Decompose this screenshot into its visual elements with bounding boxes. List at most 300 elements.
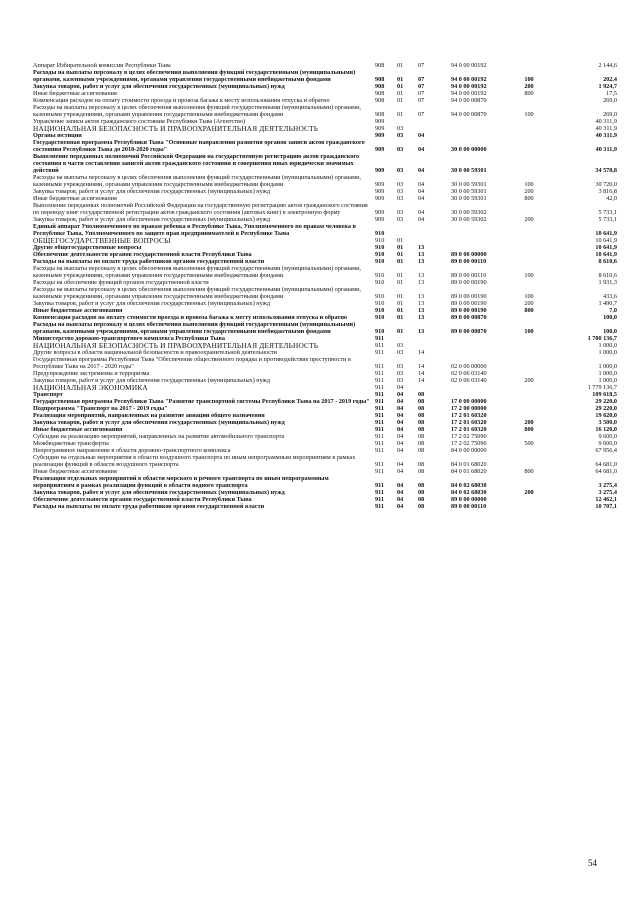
table-row bbox=[33, 440, 617, 447]
table-row bbox=[33, 398, 617, 405]
table-row bbox=[33, 251, 617, 258]
target-article-code: 02 0 06 03140 bbox=[451, 377, 487, 384]
ministry-code: 909 bbox=[375, 167, 385, 174]
target-article-code: 89 0 00 00110 bbox=[451, 272, 487, 279]
item-name: Закупка товаров, работ и услуг для обеспечения государственных (муниципальных) нужд bbox=[33, 377, 271, 384]
section-code: 03 bbox=[397, 167, 404, 174]
subsection-code: 13 bbox=[418, 307, 425, 314]
amount: 1 931,3 bbox=[598, 279, 617, 286]
subsection-code: 13 bbox=[418, 258, 425, 265]
subsection-code: 14 bbox=[418, 363, 425, 370]
table-row bbox=[33, 356, 617, 370]
section-code: 04 bbox=[397, 503, 404, 510]
subsection-code: 13 bbox=[418, 314, 425, 321]
section-code: 03 bbox=[397, 181, 404, 188]
target-article-code: 89 0 00 00190 bbox=[451, 279, 487, 286]
item-name: Транспорт bbox=[33, 391, 63, 398]
subsection-code: 04 bbox=[418, 146, 425, 153]
ministry-code: 911 bbox=[375, 440, 385, 447]
amount: 12 462,1 bbox=[595, 496, 617, 503]
table-row bbox=[33, 314, 617, 321]
section-code: 04 bbox=[397, 433, 404, 440]
amount: 109 618,5 bbox=[592, 391, 617, 398]
section-code: 01 bbox=[397, 237, 404, 244]
item-name: Единый аппарат Уполномоченного по правам ребенка в Республике Тыва, Уполномоченного по правам человека в Республике Тыва, Уполномоченного по защите прав предпринимателей в Республике Тыва bbox=[33, 223, 356, 237]
section-code: 01 bbox=[397, 279, 404, 286]
amount: 1 000,0 bbox=[598, 363, 617, 370]
amount: 3 275,4 bbox=[598, 489, 617, 496]
target-article-code: 89 0 00 00190 bbox=[451, 300, 487, 307]
item-name: Закупка товаров, работ и услуг для обеспечения государственных (муниципальных) нужд bbox=[33, 419, 285, 426]
subsection-code: 08 bbox=[418, 489, 425, 496]
table-row bbox=[33, 489, 617, 496]
subsection-code: 08 bbox=[418, 419, 425, 426]
section-code: 01 bbox=[397, 272, 404, 279]
item-name: Закупка товаров, работ и услуг для обеспечения государственных (муниципальных) нужд bbox=[33, 83, 285, 90]
target-article-code: 84 0 02 68030 bbox=[451, 482, 487, 489]
item-name: Субсидии на реализацию мероприятий, направленных на развитие автомобильного транспорта bbox=[33, 433, 285, 440]
table-row bbox=[33, 69, 617, 83]
ministry-code: 911 bbox=[375, 398, 384, 405]
section-code: 03 bbox=[397, 363, 404, 370]
table-row bbox=[33, 62, 617, 69]
subsection-code: 04 bbox=[418, 209, 425, 216]
section-code: 01 bbox=[397, 314, 404, 321]
table-row bbox=[33, 258, 617, 265]
ministry-code: 911 bbox=[375, 363, 385, 370]
item-name: Расходы на выплаты по оплате труда работников органов государственной власти bbox=[33, 258, 265, 265]
expense-type-code: 200 bbox=[524, 419, 534, 426]
item-name: Государственная программа Республики Тыва "Развитие транспортной системы Республики Тыва на 2017 - 2019 годы" bbox=[33, 398, 370, 405]
table-row bbox=[33, 265, 617, 279]
expense-type-code: 200 bbox=[524, 489, 534, 496]
item-name: Компенсация расходов на оплату стоимости проезда и провоза багажа к месту использования отпуска и обратно bbox=[33, 97, 330, 104]
amount: 1 000,0 bbox=[598, 377, 617, 384]
expense-type-code: 200 bbox=[524, 83, 534, 90]
section-code: 01 bbox=[397, 244, 404, 251]
item-name: Иные бюджетные ассигнования bbox=[33, 307, 123, 314]
ministry-code: 911 bbox=[375, 426, 384, 433]
amount: 1 924,7 bbox=[598, 83, 617, 90]
section-code: 01 bbox=[397, 258, 404, 265]
target-article-code: 89 0 00 00110 bbox=[451, 503, 487, 510]
target-article-code: 17 2 01 60320 bbox=[451, 426, 487, 433]
section-code: 03 bbox=[397, 132, 404, 139]
section-code: 01 bbox=[397, 111, 404, 118]
expense-type-code: 200 bbox=[524, 300, 534, 307]
expense-type-code: 100 bbox=[524, 293, 534, 300]
section-code: 01 bbox=[397, 293, 404, 300]
target-article-code: 94 0 00 00870 bbox=[451, 97, 487, 104]
table-row bbox=[33, 496, 617, 503]
amount: 64 681,0 bbox=[595, 468, 617, 475]
item-name: Закупка товаров, работ и услуг для обеспечения государственных (муниципальных) нужд bbox=[33, 300, 271, 307]
target-article-code: 30 0 00 59301 bbox=[451, 188, 487, 195]
target-article-code: 02 0 06 03140 bbox=[451, 370, 487, 377]
ministry-code: 910 bbox=[375, 258, 385, 265]
table-row bbox=[33, 223, 617, 237]
section-code: 01 bbox=[397, 62, 404, 69]
amount: 17,5 bbox=[606, 90, 617, 97]
amount: 2 144,6 bbox=[598, 62, 617, 69]
item-name: Иные бюджетные ассигнования bbox=[33, 426, 123, 433]
item-name: Другие вопросы в области национальной безопасности и правоохранительной деятельности bbox=[33, 349, 277, 356]
section-code: 03 bbox=[397, 342, 404, 349]
table-row bbox=[33, 216, 617, 223]
ministry-code: 909 bbox=[375, 195, 385, 202]
table-row bbox=[33, 433, 617, 440]
ministry-code: 910 bbox=[375, 293, 385, 300]
section-code: 04 bbox=[397, 419, 404, 426]
section-code: 03 bbox=[397, 370, 404, 377]
section-code: 03 bbox=[397, 188, 404, 195]
target-article-code: 89 0 00 00870 bbox=[451, 328, 487, 335]
ministry-code: 909 bbox=[375, 118, 385, 125]
expense-type-code: 800 bbox=[524, 468, 534, 475]
table-row bbox=[33, 307, 617, 314]
amount: 10 641,9 bbox=[595, 237, 617, 244]
subsection-code: 08 bbox=[418, 426, 425, 433]
subsection-code: 13 bbox=[418, 328, 425, 335]
ministry-code: 908 bbox=[375, 90, 385, 97]
subsection-code: 14 bbox=[418, 377, 425, 384]
section-code: 01 bbox=[397, 83, 404, 90]
ministry-code: 911 bbox=[375, 377, 385, 384]
amount: 10 641,9 bbox=[595, 251, 617, 258]
target-article-code: 84 0 01 68020 bbox=[451, 461, 487, 468]
ministry-code: 910 bbox=[375, 300, 385, 307]
item-name: Выполнение переданных полномочий Российской Федерации на государственную регистрацию актов гражданского состояния по переводу книг государственной регистрации актов гражданского состояния (актовых книг) в электронную форму bbox=[33, 202, 368, 216]
item-name: Выполнение переданных полномочий Российской Федерации на государственную регистрацию актов гражданского состояния в части составления записей актов гражданского состояния и совершения иных юридически значимых действий bbox=[33, 153, 360, 174]
target-article-code: 94 0 00 00192 bbox=[451, 83, 487, 90]
item-name: Закупка товаров, работ и услуг для обеспечения государственных (муниципальных) нужд bbox=[33, 216, 271, 223]
amount: 7,0 bbox=[609, 307, 617, 314]
amount: 1 000,0 bbox=[598, 370, 617, 377]
item-name: Субсидии на отдельные мероприятия в области воздушного транспорта по иным непрограммным мероприятиям в рамках реализации функций в области воздушного транспорта bbox=[33, 454, 356, 468]
table-row bbox=[33, 83, 617, 90]
ministry-code: 911 bbox=[375, 419, 384, 426]
expense-type-code: 100 bbox=[524, 76, 534, 83]
table-row bbox=[33, 342, 617, 349]
subsection-code: 07 bbox=[418, 62, 425, 69]
ministry-code: 911 bbox=[375, 342, 385, 349]
table-row bbox=[33, 202, 617, 216]
subsection-code: 13 bbox=[418, 272, 425, 279]
subsection-code: 07 bbox=[418, 83, 425, 90]
target-article-code: 30 0 00 59302 bbox=[451, 216, 487, 223]
section-code: 01 bbox=[397, 76, 404, 83]
ministry-code: 911 bbox=[375, 433, 385, 440]
target-article-code: 94 0 00 00192 bbox=[451, 76, 487, 83]
subsection-code: 13 bbox=[418, 300, 425, 307]
item-name: Расходы на выплаты персоналу в целях обеспечения выполнения функций государственными (муниципальными) органами, казенными учреждениями, органами управления государственными внебюджетными фондами bbox=[33, 265, 361, 279]
amount: 5 733,1 bbox=[598, 209, 617, 216]
subsection-code: 08 bbox=[418, 398, 425, 405]
item-name: Органы юстиции bbox=[33, 132, 82, 139]
subsection-code: 13 bbox=[418, 279, 425, 286]
section-code: 04 bbox=[397, 426, 404, 433]
item-name: Расходы на выплаты по оплате труда работников органов государственной власти bbox=[33, 503, 265, 510]
expense-type-code: 100 bbox=[524, 111, 534, 118]
table-row bbox=[33, 244, 617, 251]
target-article-code: 89 0 00 00190 bbox=[451, 307, 487, 314]
section-code: 04 bbox=[397, 482, 404, 489]
ministry-code: 911 bbox=[375, 412, 384, 419]
subsection-code: 08 bbox=[418, 433, 425, 440]
ministry-code: 910 bbox=[375, 272, 385, 279]
amount: 67 956,4 bbox=[595, 447, 617, 454]
expense-type-code: 100 bbox=[524, 272, 534, 279]
ministry-code: 911 bbox=[375, 447, 385, 454]
item-name: Реализация мероприятий, направленных на развитие авиации общего назначения bbox=[33, 412, 265, 419]
amount: 10 707,1 bbox=[595, 503, 617, 510]
amount: 9 600,0 bbox=[598, 440, 617, 447]
item-name: Обеспечение деятельности органов государственной власти Республики Тыва bbox=[33, 251, 252, 258]
table-row bbox=[33, 475, 617, 489]
item-name: Расходы на выплаты персоналу в целях обеспечения выполнения функций государственными (муниципальными) органами, казенными учреждениями, органами управления государственными внебюджетными фондами bbox=[33, 174, 361, 188]
section-code: 03 bbox=[397, 125, 404, 132]
ministry-code: 909 bbox=[375, 188, 385, 195]
subsection-code: 08 bbox=[418, 405, 425, 412]
table-row bbox=[33, 195, 617, 202]
ministry-code: 911 bbox=[375, 370, 385, 377]
amount: 16 120,0 bbox=[595, 426, 617, 433]
expense-type-code: 200 bbox=[524, 377, 534, 384]
item-name: Иные бюджетные ассигнования bbox=[33, 195, 117, 202]
table-row bbox=[33, 104, 617, 118]
subsection-code: 07 bbox=[418, 97, 425, 104]
table-row bbox=[33, 447, 617, 454]
item-name: Другие общегосударственные вопросы bbox=[33, 244, 142, 251]
amount: 9 600,0 bbox=[598, 433, 617, 440]
item-name: НАЦИОНАЛЬНАЯ БЕЗОПАСНОСТЬ И ПРАВООХРАНИТЕЛЬНАЯ ДЕЯТЕЛЬНОСТЬ bbox=[33, 341, 319, 350]
ministry-code: 911 bbox=[375, 384, 385, 391]
section-code: 03 bbox=[397, 195, 404, 202]
budget-table bbox=[33, 62, 617, 510]
item-name: НАЦИОНАЛЬНАЯ ЭКОНОМИКА bbox=[33, 383, 148, 392]
target-article-code: 30 0 00 59301 bbox=[451, 181, 487, 188]
section-code: 04 bbox=[397, 489, 404, 496]
target-article-code: 94 0 00 00870 bbox=[451, 111, 487, 118]
table-row bbox=[33, 454, 617, 468]
section-code: 01 bbox=[397, 328, 404, 335]
subsection-code: 08 bbox=[418, 468, 425, 475]
subsection-code: 04 bbox=[418, 188, 425, 195]
target-article-code: 89 0 00 00190 bbox=[451, 293, 487, 300]
target-article-code: 17 2 02 75090 bbox=[451, 440, 487, 447]
table-row bbox=[33, 279, 617, 286]
section-code: 04 bbox=[397, 398, 404, 405]
ministry-code: 911 bbox=[375, 335, 384, 342]
amount: 1 000,0 bbox=[598, 349, 617, 356]
amount: 1 000,0 bbox=[598, 342, 617, 349]
subsection-code: 07 bbox=[418, 111, 425, 118]
ministry-code: 911 bbox=[375, 349, 385, 356]
amount: 202,4 bbox=[603, 76, 617, 83]
section-code: 04 bbox=[397, 405, 404, 412]
subsection-code: 08 bbox=[418, 496, 425, 503]
item-name: Государственная программа Республики Тыва "Основные направления развития органов записи актов гражданского состояния Республики Тыва до 2018-2020 годы" bbox=[33, 139, 365, 153]
table-row bbox=[33, 125, 617, 132]
ministry-code: 909 bbox=[375, 209, 385, 216]
section-code: 03 bbox=[397, 377, 404, 384]
expense-type-code: 100 bbox=[524, 328, 534, 335]
amount: 3 275,4 bbox=[598, 482, 617, 489]
section-code: 04 bbox=[397, 412, 404, 419]
amount: 40 311,9 bbox=[595, 118, 617, 125]
section-code: 04 bbox=[397, 440, 404, 447]
item-name: Министерство дорожно-транспортного комплекса Республики Тыва bbox=[33, 335, 225, 342]
ministry-code: 910 bbox=[375, 328, 385, 335]
table-row bbox=[33, 419, 617, 426]
table-row bbox=[33, 188, 617, 195]
amount: 100,0 bbox=[603, 314, 617, 321]
item-name: Подпрограмма "Транспорт на 2017 - 2019 годы" bbox=[33, 405, 168, 412]
subsection-code: 07 bbox=[418, 76, 425, 83]
expense-type-code: 800 bbox=[524, 195, 534, 202]
item-name: НАЦИОНАЛЬНАЯ БЕЗОПАСНОСТЬ И ПРАВООХРАНИТЕЛЬНАЯ ДЕЯТЕЛЬНОСТЬ bbox=[33, 124, 319, 133]
expense-type-code: 800 bbox=[524, 90, 534, 97]
subsection-code: 13 bbox=[418, 293, 425, 300]
target-article-code: 84 0 01 68020 bbox=[451, 468, 487, 475]
item-name: Закупка товаров, работ и услуг для обеспечения государственных (муниципальных) нужд bbox=[33, 188, 271, 195]
page-number: 54 bbox=[588, 858, 597, 868]
amount: 34 578,8 bbox=[595, 167, 617, 174]
amount: 19 620,0 bbox=[595, 412, 617, 419]
ministry-code: 910 bbox=[375, 279, 385, 286]
ministry-code: 911 bbox=[375, 468, 385, 475]
subsection-code: 14 bbox=[418, 370, 425, 377]
item-name: Расходы на выплаты персоналу в целях обеспечения выполнения функций государственными (муниципальными) органами, казенными учреждениями, органами управления государственными внебюджетными фондами bbox=[33, 104, 361, 118]
section-code: 01 bbox=[397, 251, 404, 258]
ministry-code: 909 bbox=[375, 181, 385, 188]
item-name: Иные бюджетные ассигнования bbox=[33, 468, 117, 475]
target-article-code: 89 0 00 00870 bbox=[451, 314, 487, 321]
table-row bbox=[33, 321, 617, 335]
subsection-code: 08 bbox=[418, 412, 425, 419]
item-name: Аппарат Избирательной комиссии Республики Тыва bbox=[33, 62, 171, 69]
ministry-code: 911 bbox=[375, 482, 384, 489]
section-code: 01 bbox=[397, 90, 404, 97]
target-article-code: 17 2 02 75090 bbox=[451, 433, 487, 440]
amount: 10 641,9 bbox=[595, 244, 617, 251]
table-row bbox=[33, 468, 617, 475]
amount: 433,6 bbox=[603, 293, 617, 300]
item-name: Иные бюджетные ассигнования bbox=[33, 90, 117, 97]
amount: 64 681,0 bbox=[595, 461, 617, 468]
target-article-code: 30 0 00 59301 bbox=[451, 167, 487, 174]
table-row bbox=[33, 370, 617, 377]
amount: 3 816,8 bbox=[598, 188, 617, 195]
ministry-code: 909 bbox=[375, 125, 385, 132]
expense-type-code: 200 bbox=[524, 216, 534, 223]
table-row bbox=[33, 384, 617, 391]
table-row bbox=[33, 97, 617, 104]
expense-type-code: 800 bbox=[524, 307, 534, 314]
amount: 40 311,9 bbox=[595, 132, 617, 139]
ministry-code: 908 bbox=[375, 76, 385, 83]
item-name: Расходы на выплаты персоналу в целях обеспечения выполнения функций государственными (муниципальными) органами, казенными учреждениями, органами управления государственными внебюджетными фондами bbox=[33, 69, 356, 83]
table-row bbox=[33, 286, 617, 300]
expense-type-code: 200 bbox=[524, 188, 534, 195]
ministry-code: 908 bbox=[375, 111, 385, 118]
target-article-code: 02 0 00 00000 bbox=[451, 363, 487, 370]
ministry-code: 910 bbox=[375, 237, 385, 244]
subsection-code: 08 bbox=[418, 461, 425, 468]
target-article-code: 17 2 00 00000 bbox=[451, 405, 487, 412]
target-article-code: 30 0 00 59302 bbox=[451, 209, 487, 216]
amount: 30 720,0 bbox=[595, 181, 617, 188]
item-name: Расходы на выплаты персоналу в целях обеспечения выполнения функций государственными (муниципальными) органами, казенными учреждениями, органами управления государственными внебюджетными фондами bbox=[33, 321, 356, 335]
item-name: Реализация отдельных мероприятий в области морского и речного транспорта по иным непрограммным мероприятиям в рамках реализации функций в области водного транспорта bbox=[33, 475, 329, 489]
ministry-code: 911 bbox=[375, 461, 385, 468]
table-row bbox=[33, 391, 617, 398]
section-code: 01 bbox=[397, 307, 404, 314]
amount: 1 490,7 bbox=[598, 300, 617, 307]
ministry-code: 911 bbox=[375, 405, 384, 412]
subsection-code: 04 bbox=[418, 132, 425, 139]
item-name: Межбюджетные трансферты bbox=[33, 440, 109, 447]
section-code: 01 bbox=[397, 300, 404, 307]
amount: 29 220,0 bbox=[595, 405, 617, 412]
ministry-code: 910 bbox=[375, 314, 385, 321]
section-code: 04 bbox=[397, 461, 404, 468]
amount: 29 220,0 bbox=[595, 398, 617, 405]
item-name: ОБЩЕГОСУДАРСТВЕННЫЕ ВОПРОСЫ bbox=[33, 236, 171, 245]
amount: 269,0 bbox=[603, 111, 617, 118]
target-article-code: 17 0 00 00000 bbox=[451, 398, 487, 405]
subsection-code: 08 bbox=[418, 482, 425, 489]
expense-type-code: 800 bbox=[524, 426, 534, 433]
ministry-code: 909 bbox=[375, 132, 385, 139]
ministry-code: 909 bbox=[375, 216, 385, 223]
section-code: 04 bbox=[397, 384, 404, 391]
ministry-code: 911 bbox=[375, 489, 384, 496]
ministry-code: 911 bbox=[375, 503, 384, 510]
amount: 8 610,6 bbox=[598, 272, 617, 279]
section-code: 01 bbox=[397, 97, 404, 104]
item-name: Предупреждение экстремизма и терроризма bbox=[33, 370, 150, 377]
subsection-code: 08 bbox=[418, 391, 425, 398]
target-article-code: 89 0 00 00000 bbox=[451, 251, 487, 258]
amount: 42,0 bbox=[606, 195, 617, 202]
target-article-code: 17 2 01 60320 bbox=[451, 412, 487, 419]
amount: 1 779 136,7 bbox=[587, 384, 617, 391]
target-article-code: 30 0 00 59301 bbox=[451, 195, 487, 202]
amount: 100,0 bbox=[603, 328, 617, 335]
subsection-code: 04 bbox=[418, 167, 425, 174]
amount: 10 641,9 bbox=[595, 230, 617, 237]
section-code: 04 bbox=[397, 447, 404, 454]
table-row bbox=[33, 349, 617, 356]
target-article-code: 94 0 00 00192 bbox=[451, 62, 487, 69]
subsection-code: 04 bbox=[418, 195, 425, 202]
ministry-code: 910 bbox=[375, 230, 385, 237]
amount: 8 610,6 bbox=[598, 258, 617, 265]
amount: 269,0 bbox=[603, 97, 617, 104]
item-name: Расходы на обеспечение функций органов государственной власти bbox=[33, 279, 209, 286]
ministry-code: 908 bbox=[375, 62, 385, 69]
ministry-code: 910 bbox=[375, 251, 385, 258]
amount: 1 780 136,7 bbox=[587, 335, 617, 342]
expense-type-code: 500 bbox=[524, 440, 534, 447]
subsection-code: 04 bbox=[418, 216, 425, 223]
table-row bbox=[33, 132, 617, 139]
target-article-code: 84 0 00 00000 bbox=[451, 447, 487, 454]
target-article-code: 89 0 00 00000 bbox=[451, 496, 487, 503]
item-name: Обеспечение деятельности органов государственной власти Республики Тыва bbox=[33, 496, 252, 503]
section-code: 03 bbox=[397, 146, 404, 153]
